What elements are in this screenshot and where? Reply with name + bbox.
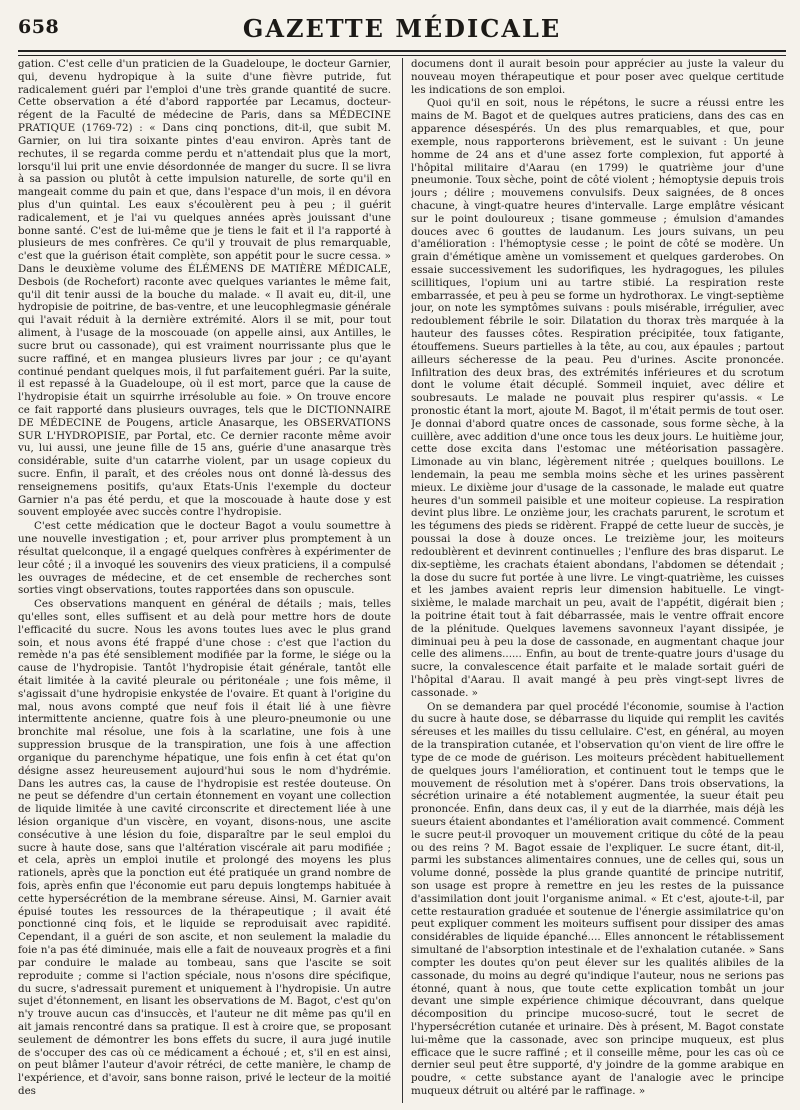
paragraph: documens dont il aurait besoin pour apprécier au juste la valeur du nouveau moyen thérapeutique et pour poser avec quelque certitude les indications de son emploi.	[411, 58, 784, 96]
page-number: 658	[18, 16, 60, 38]
paragraph: gation. C'est celle d'un praticien de la Guadeloupe, le docteur Garnier, qui, devenu hydropique à la suite d'une fièvre putride, fut radicalement guéri par l'emploi d'une très grande quantité de sucre. Cette observation a été d'abord rapportée par Lecamus, docteur-régent de la Faculté de médecine de Paris, dans sa MÉDECINE PRATIQUE (1769-72) : « Dans cinq ponctions, dit-il, que subit M. Garnier, on lui tira soixante pintes d'eau environ. Après tant de rechutes, il se regarda comme perdu et n'attendait plus que la mort, lorsqu'il lui prit une envie désordonnée de manger du sucre. Il se livra à sa passion ou plutôt à cette impulsion naturelle, de sorte qu'il en mangeait comme du pain et que, dans l'espace d'un mois, il en dévora plus d'un quintal. Les eaux s'écoulèrent peu à peu ; il guérit radicalement, et je l'ai vu quelques années après jouissant d'une bonne santé. C'est de lui-même que je tiens le fait et il l'a rapporté à plusieurs de mes confrères. Ce qu'il y trouvait de plus remarquable, c'est que la guérison était complète, son appétit pour le sucre cessa. » Dans le deuxième volume des ÉLÉMENS DE MATIÈRE MÉDICALE, Desbois (de Rochefort) raconte avec quelques variantes le même fait, qu'il dit tenir aussi de la bouche du malade. « Il avait eu, dit-il, une hydropisie de poitrine, de bas-ventre, et une leucophlegmasie générale qui l'avait réduit à la dernière extrémité. Alors il se mit, pour tout aliment, à l'usage de la moscouade (on appelle ainsi, aux Antilles, le sucre brut ou cassonade), qui est vraiment nourrissante plus que le sucre raffiné, et en mangea plusieurs livres par jour ; ce qu'ayant continué pendant quelques mois, il fut parfaitement guéri. Par la suite, il est repassé à la Guadeloupe, où il est mort, parce que la cause de l'hydropisie était un squirrhe irrésoluble au foie. » On trouve encore ce fait rapporté dans plusieurs ouvrages, tels que le DICTIONNAIRE DE MÉDECINE de Pougens, article Anasarque, les OBSERVATIONS SUR L'HYDROPISIE, par Portal, etc. Ce dernier raconte même avoir vu, lui aussi, une jeune fille de 15 ans, guérie d'une anasarque très considérable, suite d'un catarrhe violent, par un usage copieux du sucre. Enfin, il paraît, et des créoles nous ont donné là-dessus des renseignemens positifs, qu'aux Etats-Unis l'exemple du docteur Garnier n'a pas été perdu, et que la moscouade à haute dose y est souvent employée avec succès contre l'hydropisie.	[18, 58, 391, 519]
column-divider	[402, 58, 403, 1103]
journal-title: GAZETTE MÉDICALE	[242, 14, 562, 43]
header-rule-thin	[18, 55, 786, 56]
paragraph: Quoi qu'il en soit, nous le répétons, le sucre a réussi entre les mains de M. Bagot et de quelques autres praticiens, dans des cas en apparence désespérés. Un des plus remarquables, et que, pour exemple, nous rapporterons brièvement, est le suivant : Un jeune homme de 24 ans et d'une assez forte complexion, fut apporté à l'hôpital militaire d'Aarau (en 1799) le quatrième jour d'une pneumonie. Toux sèche, point de côté violent ; hémoptysie depuis trois jours ; délire ; mouvemens convulsifs. Deux saignées, de 8 onces chacune, à vingt-quatre heures d'intervalle. Large emplâtre vésicant sur le point douloureux ; tisane gommeuse ; émulsion d'amandes douces avec 6 gouttes de laudanum. Les jours suivans, un peu d'amélioration : l'hémoptysie cesse ; le point de côté se modère. Un grain d'émétique amène un vomissement et quelques garderobes. On essaie successivement les sudorifiques, les hydragogues, les pilules scillitiques, l'opium uni au tartre stibié. La respiration reste embarrassée, et peu à peu se forme un hydrothorax. Le vingt-septième jour, on note les symptômes suivans : pouls misérable, irrégulier, avec redoublement fébrile le soir. Dilatation du thorax très marquée à la hauteur des fausses côtes. Respiration précipitée, toux fatigante, étouffemens. Sueurs partielles à la tête, au cou, aux épaules ; partout ailleurs sécheresse de la peau. Peu d'urines. Ascite prononcée. Infiltration des deux bras, des extrémités inférieures et du scrotum dont le volume était décuplé. Sommeil inquiet, avec délire et soubresauts. Le malade ne pouvait plus respirer qu'assis. « Le pronostic étant la mort, ajoute M. Bagot, il m'était permis de tout oser. Je donnai d'abord quatre onces de cassonade, sous forme sèche, à la cuillère, avec addition d'une once tous les deux jours. Le huitième jour, cette dose excita dans l'estomac une météorisation passagère. Limonade au vin blanc, légèrement nitrée ; quelques bouillons. Le lendemain, la peau me sembla moins sèche et les urines passèrent mieux. Le dixième jour d'usage de la cassonade, le malade eut quatre heures d'un sommeil paisible et une moiteur copieuse. La respiration devint plus libre. Le onzième jour, les crachats parurent, le scrotum et les tégumens des pieds se ridèrent. Frappé de cette lueur de succès, je poussai la dose à douze onces. Le treizième jour, les moiteurs redoublèrent et devinrent continuelles ; l'enflure des bras disparut. Le dix-septième, les crachats étaient abondans, l'abdomen se détendait ; la dose du sucre fut portée à une livre. Le vingt-quatrième, les cuisses et les jambes avaient repris leur dimension habituelle. Le vingt-sixième, le malade marchait un peu, avait de l'appétit, digérait bien ; la poitrine était tout à fait débarrassée, mais le ventre offrait encore de la plénitude. Quelques lavemens savonneux l'ayant dissipée, je diminuai peu à peu la dose de cassonade, en augmentant chaque jour celle des alimens...... Enfin, au bout de trente-quatre jours d'usage du sucre, la convalescence était parfaite et le malade sortait guéri de l'hôpital d'Aarau. Il avait mangé à peu près vingt-sept livres de cassonade. »	[411, 97, 784, 699]
paragraph: Ces observations manquent en général de détails ; mais, telles qu'elles sont, elles suffisent et au delà pour mettre hors de doute l'efficacité du sucre. Nous les avons toutes lues avec le plus grand soin, et nous avons été frappé d'une chose : c'est que l'action du remède n'a pas été sensiblement modifiée par la forme, le siége ou la cause de l'hydropisie. Tantôt l'hydropisie était générale, tantôt elle était limitée à la cavité pleurale ou péritonéale ; une fois même, il s'agissait d'une hydropisie enkystée de l'ovaire. Et quant à l'origine du mal, nous avons compté que neuf fois il était lié à une fièvre intermittente ancienne, quatre fois à une pleuro-pneumonie ou une bronchite mal résolue, une fois à la scarlatine, une fois à une suppression brusque de la transpiration, une fois à une affection organique du parenchyme hépatique, une fois enfin à cet état qu'on désigne assez heureusement aujourd'hui sous le nom d'hydrémie. Dans les autres cas, la cause de l'hydropisie est restée douteuse. On ne peut se défendre d'un certain étonnement en voyant une collection de liquide limitée à une cavité circonscrite et directement liée à une lésion organique d'un viscère, en voyant, disons-nous, une ascite consécutive à une lésion du foie, disparaître par le seul emploi du sucre à haute dose, sans que l'altération viscérale ait paru modifiée ; et cela, après un emploi inutile et prolongé des moyens les plus rationels, après que la ponction eut été pratiquée un grand nombre de fois, après enfin que l'économie eut paru depuis longtemps habituée à cette hypersécrétion de la membrane séreuse. Ainsi, M. Garnier avait épuisé toutes les ressources de la thérapeutique ; il avait été ponctionné cinq fois, et le liquide se reproduisait avec rapidité. Cependant, il a guéri de son ascite, et non seulement la maladie du foie n'a pas été diminuée, mais elle a fait de nouveaux progrès et a fini par conduire le malade au tombeau, sans que l'ascite se soit reproduite ; comme si l'action spéciale, nous n'osons dire spécifique, du sucre, s'adressait purement et uniquement à l'hydropisie. Un autre sujet d'étonnement, en lisant les observations de M. Bagot, c'est qu'on n'y trouve aucun cas d'insuccès, et l'auteur ne dit même pas qu'il en ait jamais rencontré dans sa pratique. Il est à croire que, se proposant seulement de démontrer les bons effets du sucre, il aura jugé inutile de s'occuper des cas où ce médicament a échoué ; et, s'il en est ainsi, on peut blâmer l'auteur d'avoir rétréci, de cette manière, le champ de l'expérience, et d'avoir, sans bonne raison, privé le lecteur de la moitié des	[18, 598, 391, 1097]
header-rule-thick	[18, 50, 786, 52]
left-column	[18, 58, 391, 1103]
page-header	[18, 12, 786, 52]
right-column	[411, 58, 784, 1103]
article-columns	[18, 58, 786, 1103]
paragraph: On se demandera par quel procédé l'économie, soumise à l'action du sucre à haute dose, se débarrasse du liquide qui remplit les cavités séreuses et les mailles du tissu cellulaire. C'est, en général, au moyen de la transpiration cutanée, et l'observation qu'on vient de lire offre le type de ce mode de guérison. Les moiteurs précèdent habituellement de quelques jours l'amélioration, et continuent tout le temps que le mouvement de résolution met à s'opérer. Dans trois observations, la sécrétion urinaire a été notablement augmentée, la sueur était peu prononcée. Enfin, dans deux cas, il y eut de la diarrhée, mais déjà les sueurs étaient abondantes et l'amélioration avait commencé. Comment le sucre peut-il provoquer un mouvement critique du côté de la peau ou des reins ? M. Bagot essaie de l'expliquer. Le sucre étant, dit-il, parmi les substances alimentaires connues, une de celles qui, sous un volume donné, possède la plus grande quantité de principe nutritif, son usage est propre à remettre en jeu les restes de la puissance d'assimilation dont jouit l'organisme animal. « Et c'est, ajoute-t-il, par cette restauration graduée et soutenue de l'énergie assimilatrice qu'on peut expliquer comment les moiteurs suffisent pour dissiper des amas considérables de liquide épanché.... Elles annoncent le rétablissement simultané de l'absorption intestinale et de l'exhalation cutanée. » Sans compter les doutes qu'on peut élever sur les qualités alibiles de la cassonade, du moins au degré qu'indique l'auteur, nous ne serions pas étonné, quant à nous, que toute cette explication tombât un jour devant une simple expérience chimique découvrant, dans quelque décomposition du principe mucoso-sucré, tout le secret de l'hypersécrétion cutanée et urinaire. Dès à présent, M. Bagot constate lui-même que la cassonade, avec son principe muqueux, est plus efficace que le sucre raffiné ; et il conseille même, pour les cas où ce dernier seul peut être supporté, d'y joindre de la gomme arabique en poudre, « cette substance ayant de l'analogie avec le principe muqueux détruit ou altéré par le raffinage. »	[411, 700, 784, 1097]
paragraph: C'est cette médication que le docteur Bagot a voulu soumettre à une nouvelle investigation ; et, pour arriver plus promptement à un résultat quelconque, il a engagé quelques confrères à expérimenter de leur côté ; il a invoqué les souvenirs des vieux praticiens, il a compulsé les ouvrages de médecine, et de cet ensemble de recherches sont sorties vingt observations, toutes rapportées dans son opuscule.	[18, 520, 391, 597]
